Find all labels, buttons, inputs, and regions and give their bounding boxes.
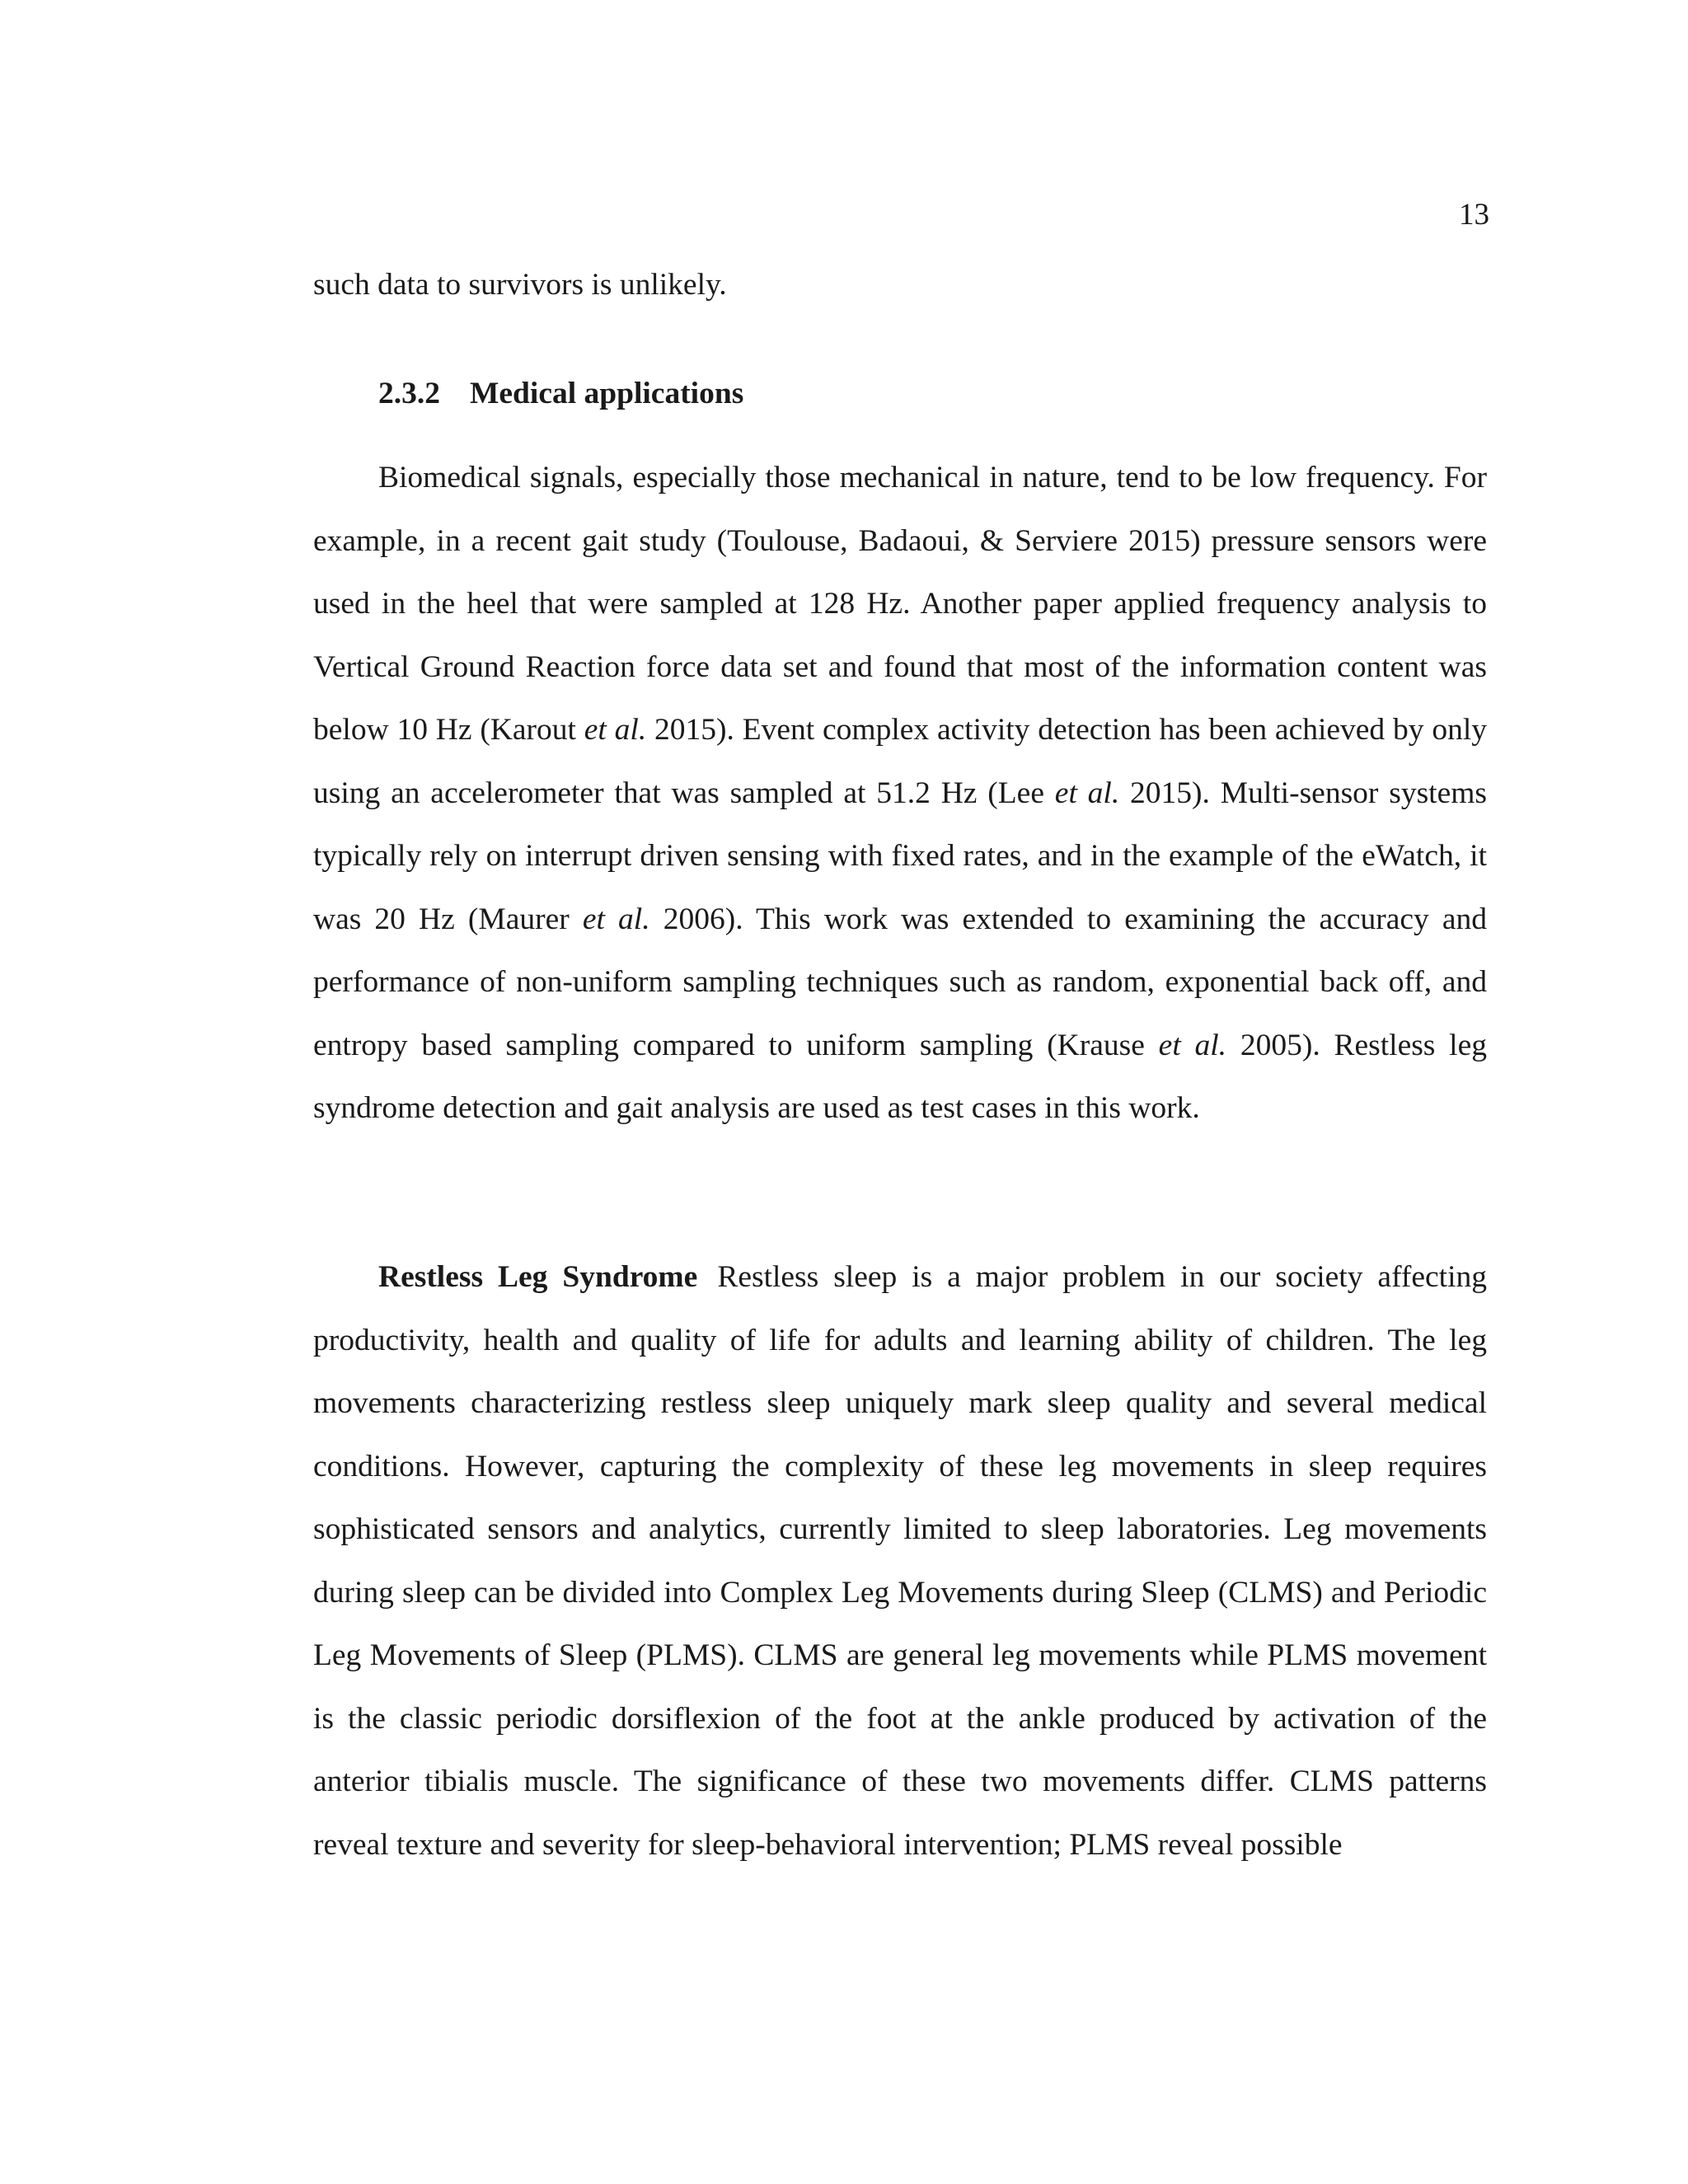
medical-text-4: 2006). This work was extended to examining the accuracy and performance of non-uniform sampling techniques such as random, exponential back off, and entropy based sampling compared to uniform sampling (Krause	[313, 902, 1488, 1062]
section-number: 2.3.2	[378, 377, 440, 410]
run-in-heading: Restless Leg Syndrome	[378, 1260, 698, 1294]
page-number: 13	[1459, 198, 1489, 232]
medical-text-2: 2015). Event complex activity detection has been achieved by only using an accelerometer that was sampled at 51.2 Hz (Lee	[313, 713, 1487, 810]
section-heading	[378, 363, 743, 426]
carry-over-text: such data to survivors is unlikely.	[313, 268, 727, 302]
restless-leg-syndrome-paragraph	[313, 1246, 1487, 1877]
section-title: Medical applications	[470, 377, 744, 410]
medical-text-3: 2015). Multi-sensor systems typically rely on interrupt driven sensing with fixed rates, and in the example of the eWatch, it was 20 Hz (Maurer	[313, 776, 1487, 936]
citation-etal: et al.	[584, 713, 647, 747]
rls-body-text: Restless sleep is a major problem in our society affecting productivity, health and quality of life for adults and learning ability of children. The leg movements characterizing restless sleep uniquely mark sleep quality and several medical conditions. However, capturing the complexity of these leg movements in sleep requires sophisticated sensors and analytics, currently limited to sleep laboratories. Leg movements during sleep can be divided into Complex Leg Movements during Sleep (CLMS) and Periodic Leg Movements of Sleep (PLMS). CLMS are general leg movements while PLMS movement is the classic periodic dorsiflexion of the foot at the ankle produced by activation of the anterior tibialis muscle. The significance of these two movements differ. CLMS patterns reveal texture and severity for sleep-behavioral intervention; PLMS reveal possible	[313, 1260, 1487, 1862]
citation-etal: et al.	[1158, 1028, 1227, 1062]
medical-text-5: 2005). Restless leg syndrome detection and gait analysis are used as test cases in this work.	[313, 1028, 1487, 1125]
citation-etal: et al.	[582, 902, 650, 936]
medical-text-1: Biomedical signals, especially those mechanical in nature, tend to be low frequency. For example, in a recent gait study (Toulouse, Badaoui, & Serviere 2015) pressure sensors were used in the heel that were sampled at 128 Hz. Another paper applied frequency analysis to Vertical Ground Reaction force data set and found that most of the information content was below 10 Hz (Karout	[313, 461, 1487, 747]
citation-etal: et al.	[1054, 776, 1120, 810]
medical-applications-paragraph	[313, 447, 1487, 1141]
